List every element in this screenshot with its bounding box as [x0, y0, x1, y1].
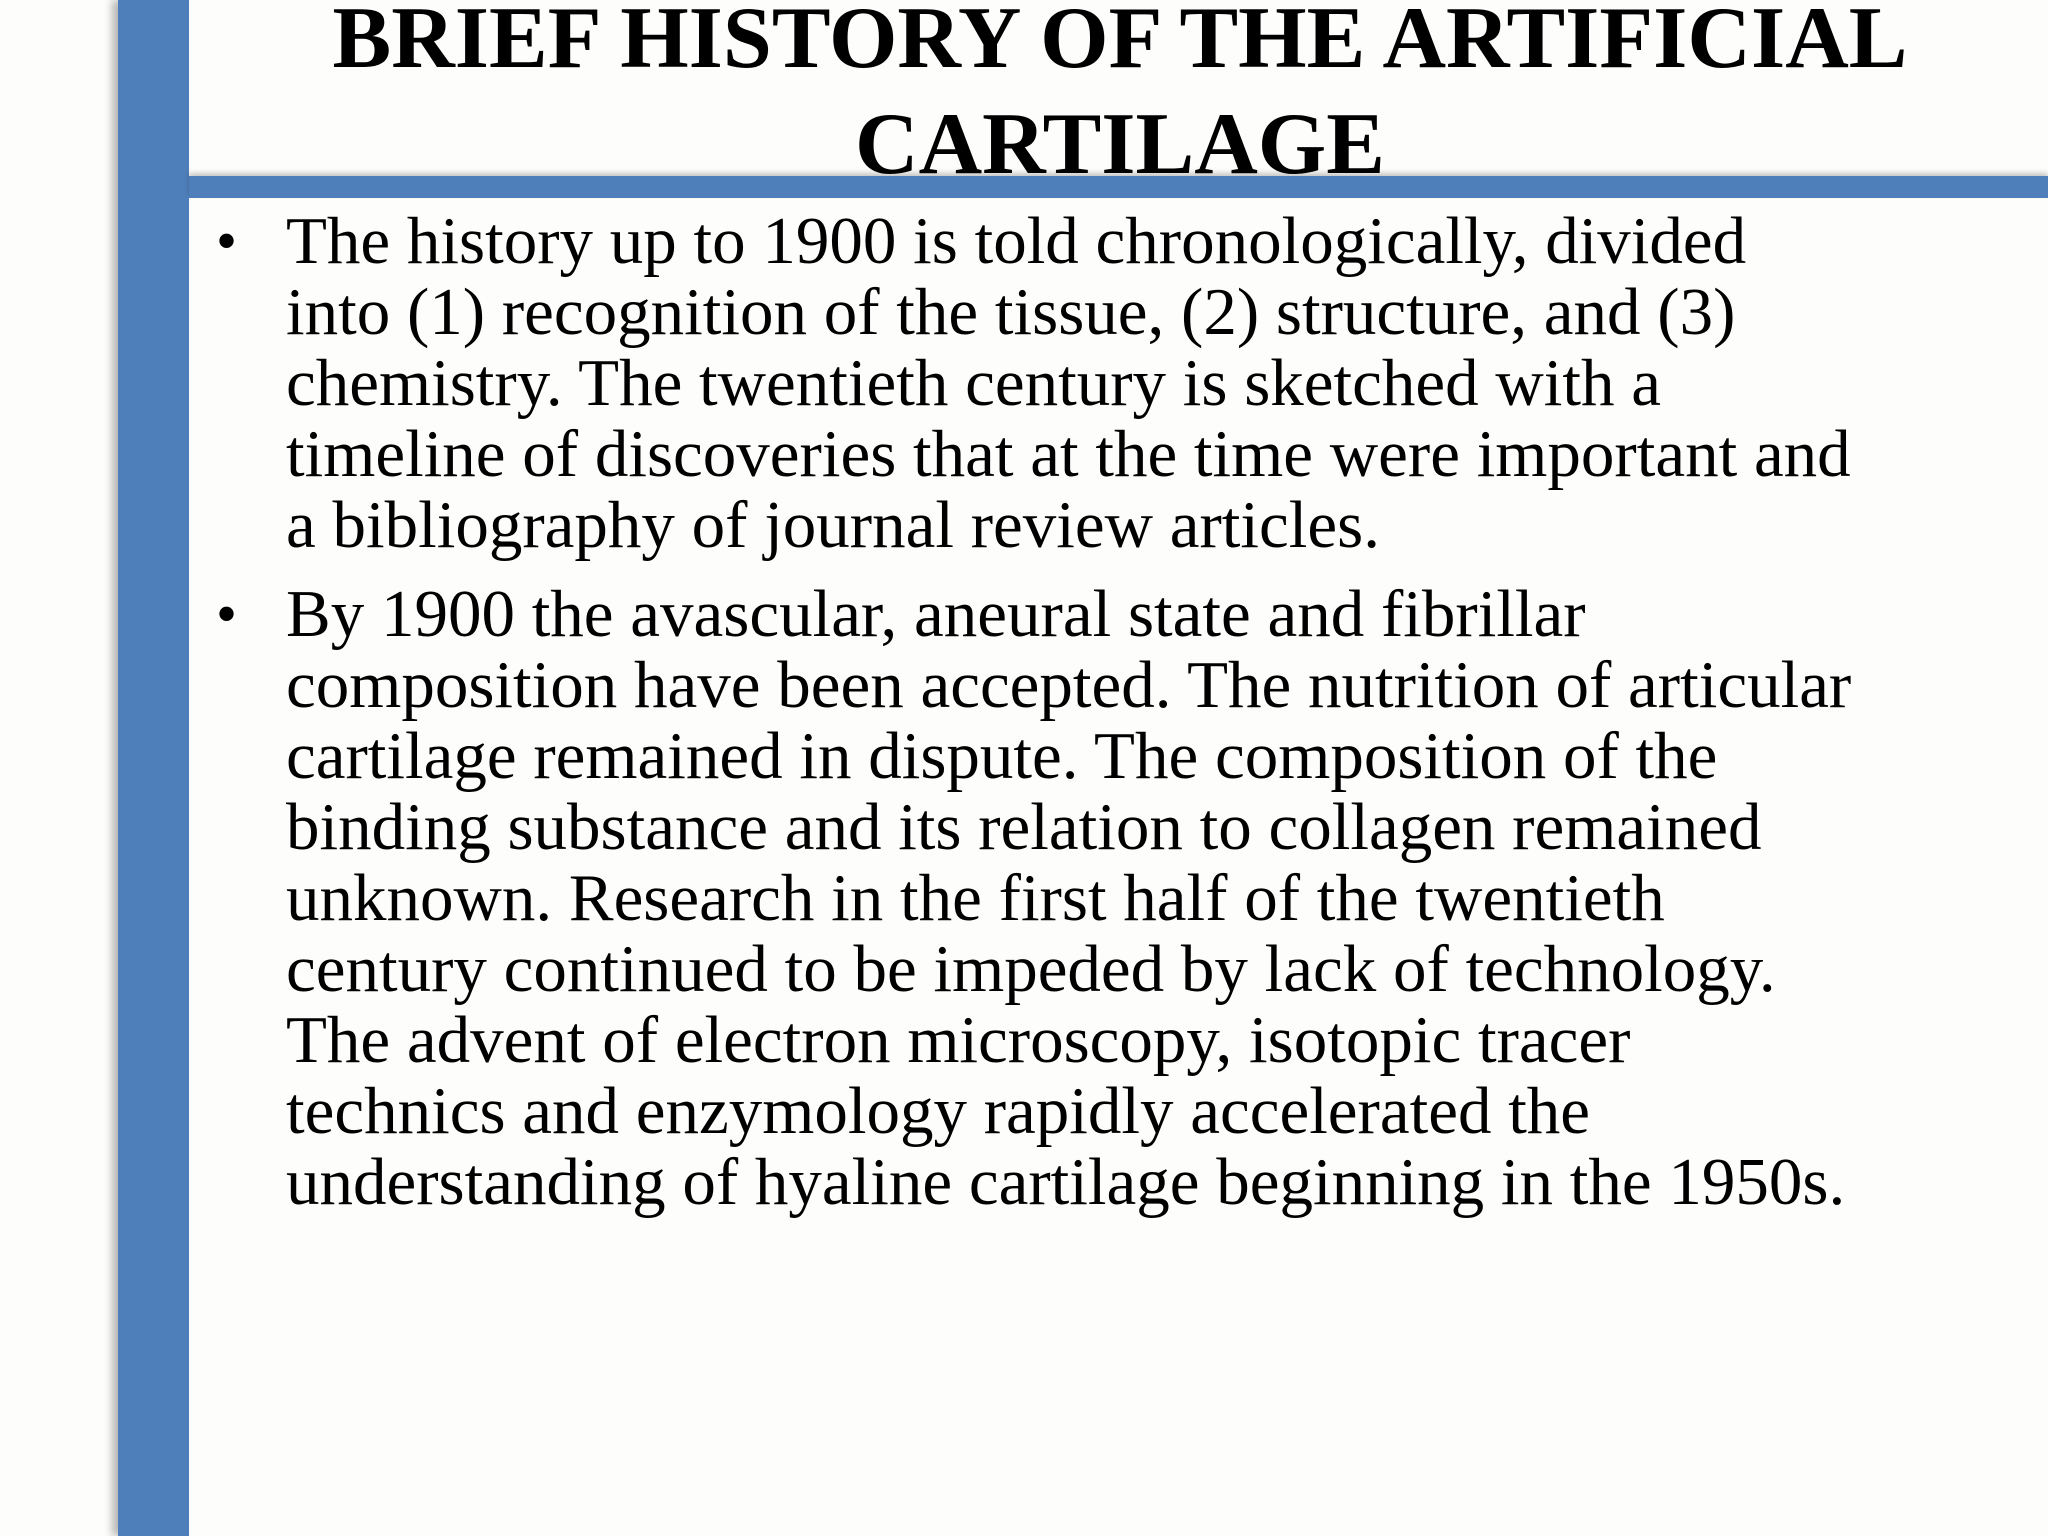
bullet-line: unknown. Research in the first half of the twentieth	[286, 861, 1665, 935]
bullet-line: binding substance and its relation to collagen remained	[286, 790, 1762, 864]
bullet-icon: •	[216, 581, 238, 647]
bullet-line: century continued to be impeded by lack of technology.	[286, 932, 1776, 1006]
bullet-item	[210, 206, 2040, 561]
left-accent-bar	[118, 0, 189, 1536]
bullet-line: composition have been accepted. The nutrition of articular	[286, 648, 1852, 722]
bullet-list	[210, 206, 2040, 1236]
bullet-line: timeline of discoveries that at the time were important and	[286, 417, 1851, 491]
bullet-line: chemistry. The twentieth century is sketched with a	[286, 346, 1661, 420]
bullet-line: technics and enzymology rapidly accelerated the	[286, 1074, 1591, 1148]
bullet-line: understanding of hyaline cartilage beginning in the 1950s.	[286, 1145, 1846, 1219]
bullet-line: cartilage remained in dispute. The composition of the	[286, 719, 1718, 793]
title-line: CARTILAGE	[855, 96, 1385, 193]
bullet-item	[210, 579, 2040, 1218]
bullet-line: By 1900 the avascular, aneural state and fibrillar	[286, 577, 1586, 651]
bullet-line: a bibliography of journal review articles.	[286, 488, 1380, 562]
bullet-icon: •	[216, 208, 238, 274]
title-line: BRIEF HISTORY OF THE ARTIFICIAL	[332, 0, 1908, 87]
bullet-line: into (1) recognition of the tissue, (2) structure, and (3)	[286, 275, 1736, 349]
bullet-line: The history up to 1900 is told chronologically, divided	[286, 204, 1747, 278]
bullet-line: The advent of electron microscopy, isotopic tracer	[286, 1003, 1631, 1077]
slide-title	[220, 0, 2020, 198]
